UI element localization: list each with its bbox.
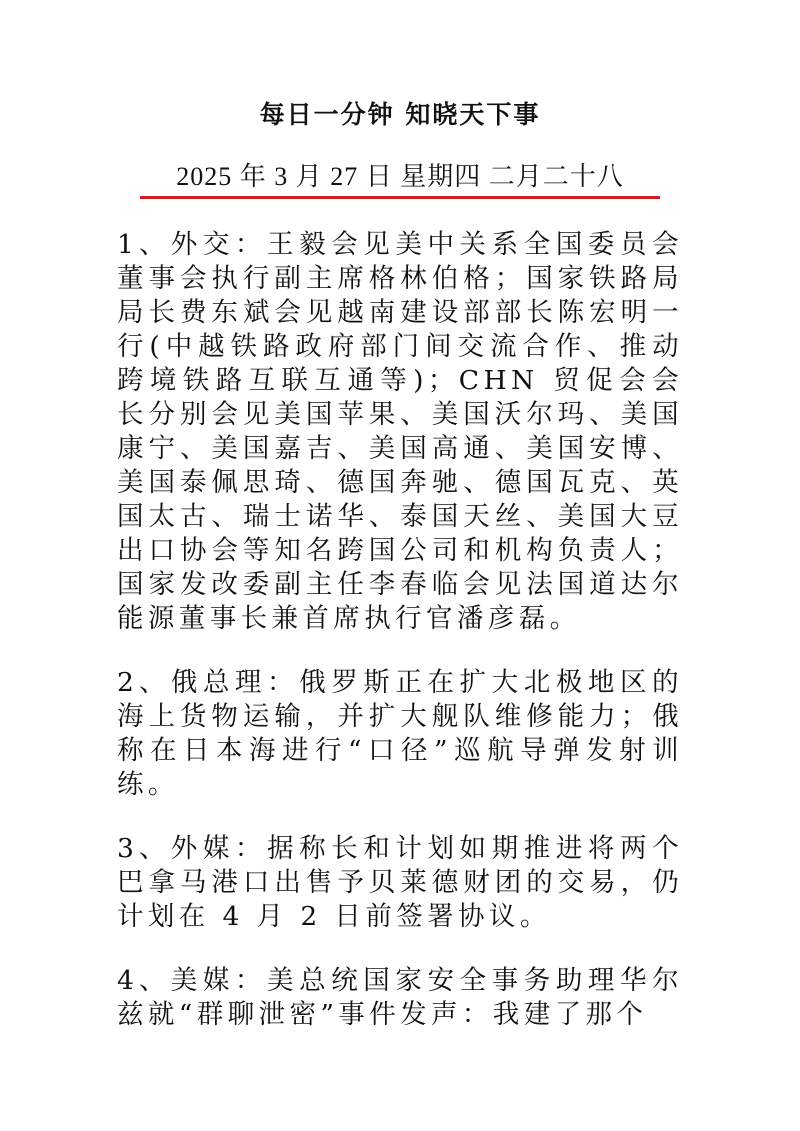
date-line: 2025 年 3 月 27 日 星期四 二月二十八 (176, 162, 624, 191)
page-title: 每日一分钟 知晓天下事 (259, 100, 541, 129)
news-item-4 (117, 964, 683, 1032)
item-text: 外媒：据称长和计划如期推进将两个巴拿马港口出售予贝莱德财团的交易，仍计划在 4 月 2 日前签署协议。 (117, 833, 683, 932)
item-text: 俄总理：俄罗斯正在扩大北极地区的海上货物运输，并扩大舰队维修能力；俄称在日本海进行“口径”巡航导弹发射训练。 (117, 667, 683, 800)
news-item-1 (117, 228, 683, 636)
item-text: 外交：王毅会见美中关系全国委员会董事会执行副主席格林伯格；国家铁路局局长费东斌会见越南建设部部长陈宏明一行(中越铁路政府部门间交流合作、推动跨境铁路互联互通等)；CHN 贸促会会长分别会见美国苹果、美国沃尔玛、美国康宁、美国嘉吉、美国高通、美国安博、美国泰佩思琦、德国奔驰、德国瓦克、英国太古、瑞士诺华、泰国天丝、美国大豆出口协会等知名跨国公司和机构负责人；国家发改委副主任李春临会见法国道达尔能源董事长兼首席执行官潘彦磊。 (117, 229, 683, 634)
item-number: 2、 (117, 667, 171, 698)
news-list (117, 228, 683, 1062)
item-text: 美媒：美总统国家安全事务助理华尔兹就“群聊泄密”事件发声：我建了那个 (117, 965, 683, 1030)
item-number: 3、 (117, 833, 171, 864)
news-item-3 (117, 832, 683, 934)
item-number: 4、 (117, 965, 171, 996)
news-item-2 (117, 666, 683, 802)
red-divider (140, 196, 660, 199)
item-number: 1、 (117, 229, 171, 260)
